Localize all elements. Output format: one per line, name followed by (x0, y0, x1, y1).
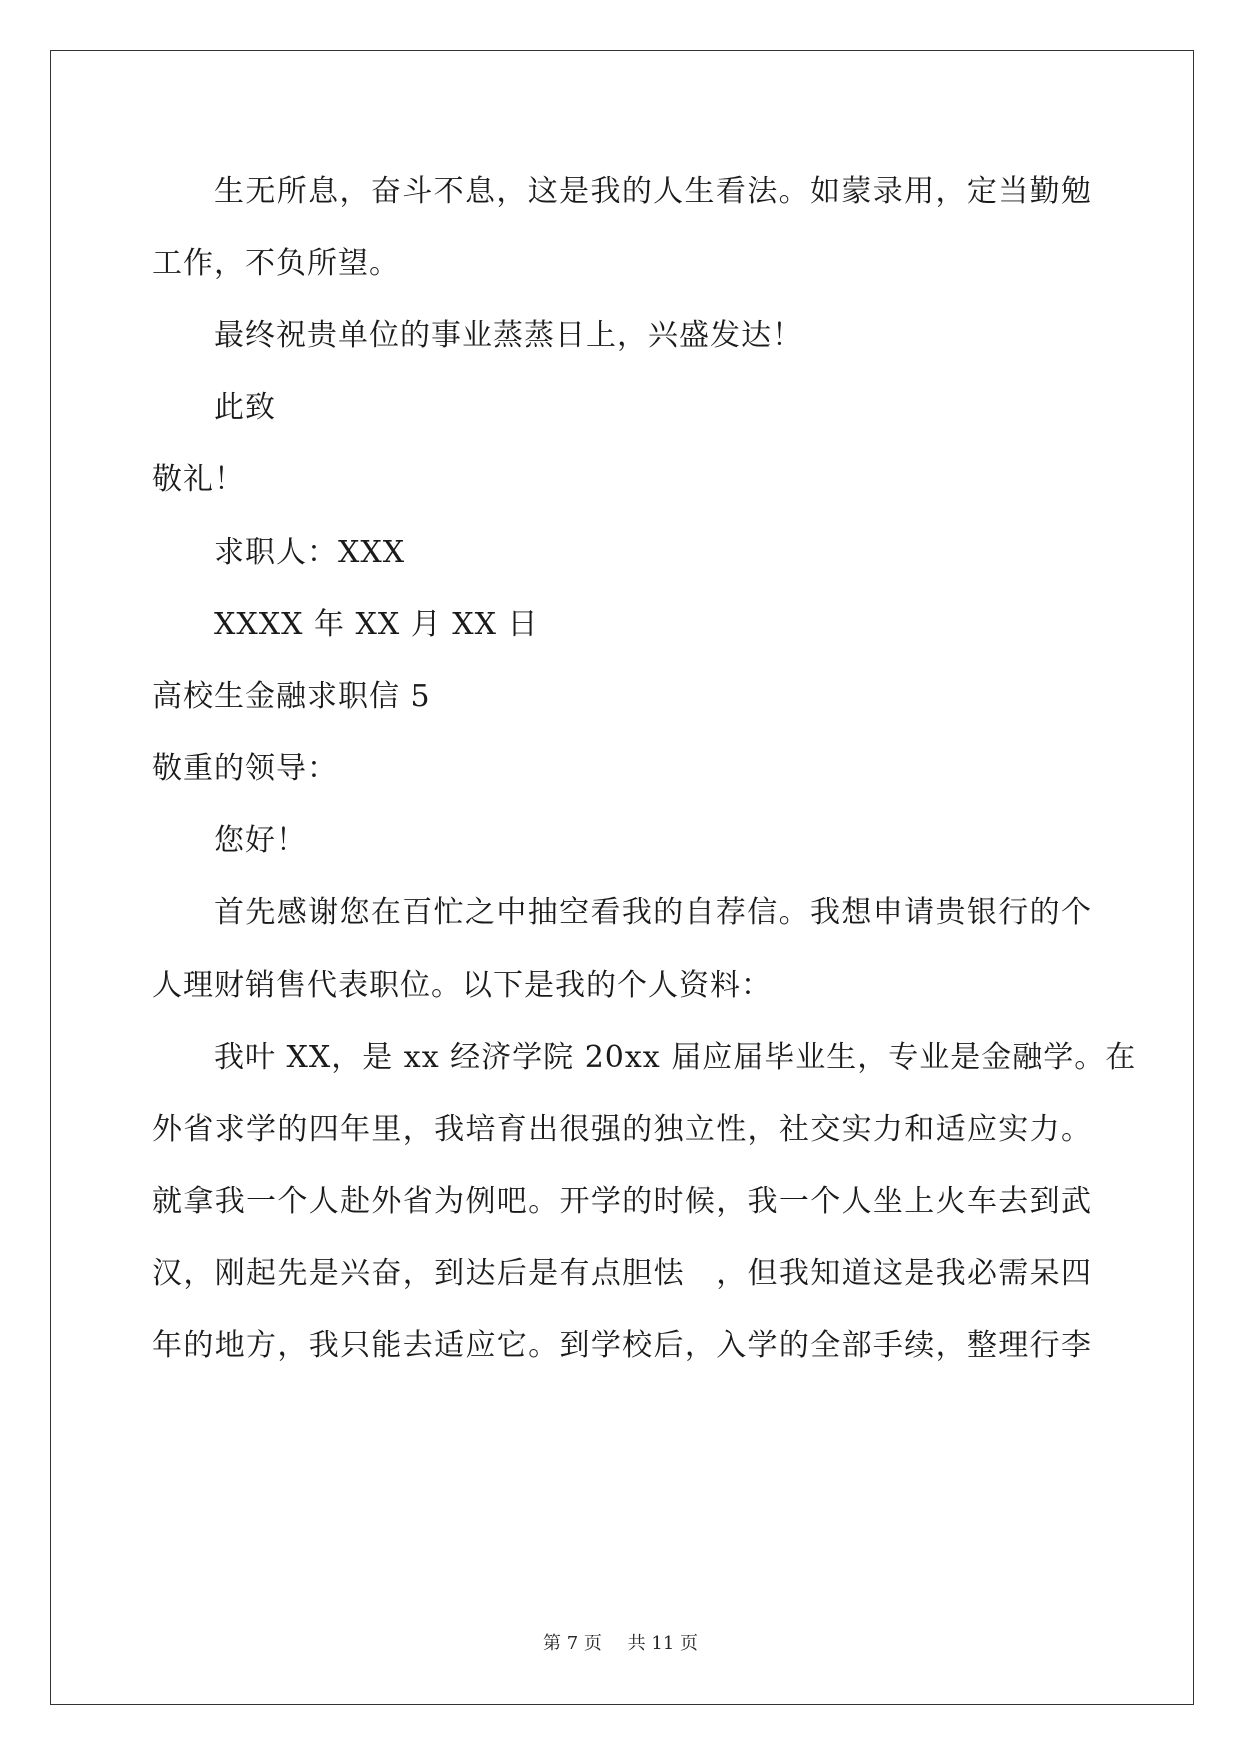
greeting: 您好！ (214, 823, 307, 858)
paragraph-line: 生无所息，奋斗不息，这是我的人生看法。如蒙录用，定当勤勉 (214, 174, 1092, 209)
section-heading: 高校生金融求职信 5 (152, 679, 431, 714)
total-page-count: 共 11 页 (627, 1633, 698, 1654)
page-border (50, 50, 1194, 1705)
paragraph-line: 汉，刚起先是兴奋，到达后是有点胆怯 ，但我知道这是我必需呆四 (152, 1256, 1092, 1291)
page-footer (0, 1632, 1241, 1656)
paragraph-line: 最终祝贵单位的事业蒸蒸日上，兴盛发达！ (214, 318, 803, 353)
signature-applicant: 求职人：XXX (214, 535, 406, 570)
paragraph-line: 就拿我一个人赴外省为例吧。开学的时候，我一个人坐上火车去到武 (152, 1184, 1092, 1219)
closing-regards: 敬礼！ (152, 462, 245, 497)
paragraph-line: 首先感谢您在百忙之中抽空看我的自荐信。我想申请贵银行的个 (214, 895, 1092, 930)
paragraph-line: 外省求学的四年里，我培育出很强的独立性，社交实力和适应实力。 (152, 1112, 1092, 1147)
paragraph-line: 我叶 XX，是 xx 经济学院 20xx 届应届毕业生，专业是金融学。在 (214, 1040, 1137, 1075)
paragraph-line: 年的地方，我只能去适应它。到学校后，入学的全部手续，整理行李 (152, 1328, 1092, 1363)
paragraph-line: 人理财销售代表职位。以下是我的个人资料： (152, 968, 772, 1003)
current-page-number: 第 7 页 (543, 1633, 602, 1654)
paragraph-line: 工作，不负所望。 (152, 246, 400, 281)
closing-salutation: 此致 (214, 390, 276, 425)
signature-date: XXXX 年 XX 月 XX 日 (214, 607, 539, 642)
greeting-recipient: 敬重的领导： (152, 751, 338, 786)
